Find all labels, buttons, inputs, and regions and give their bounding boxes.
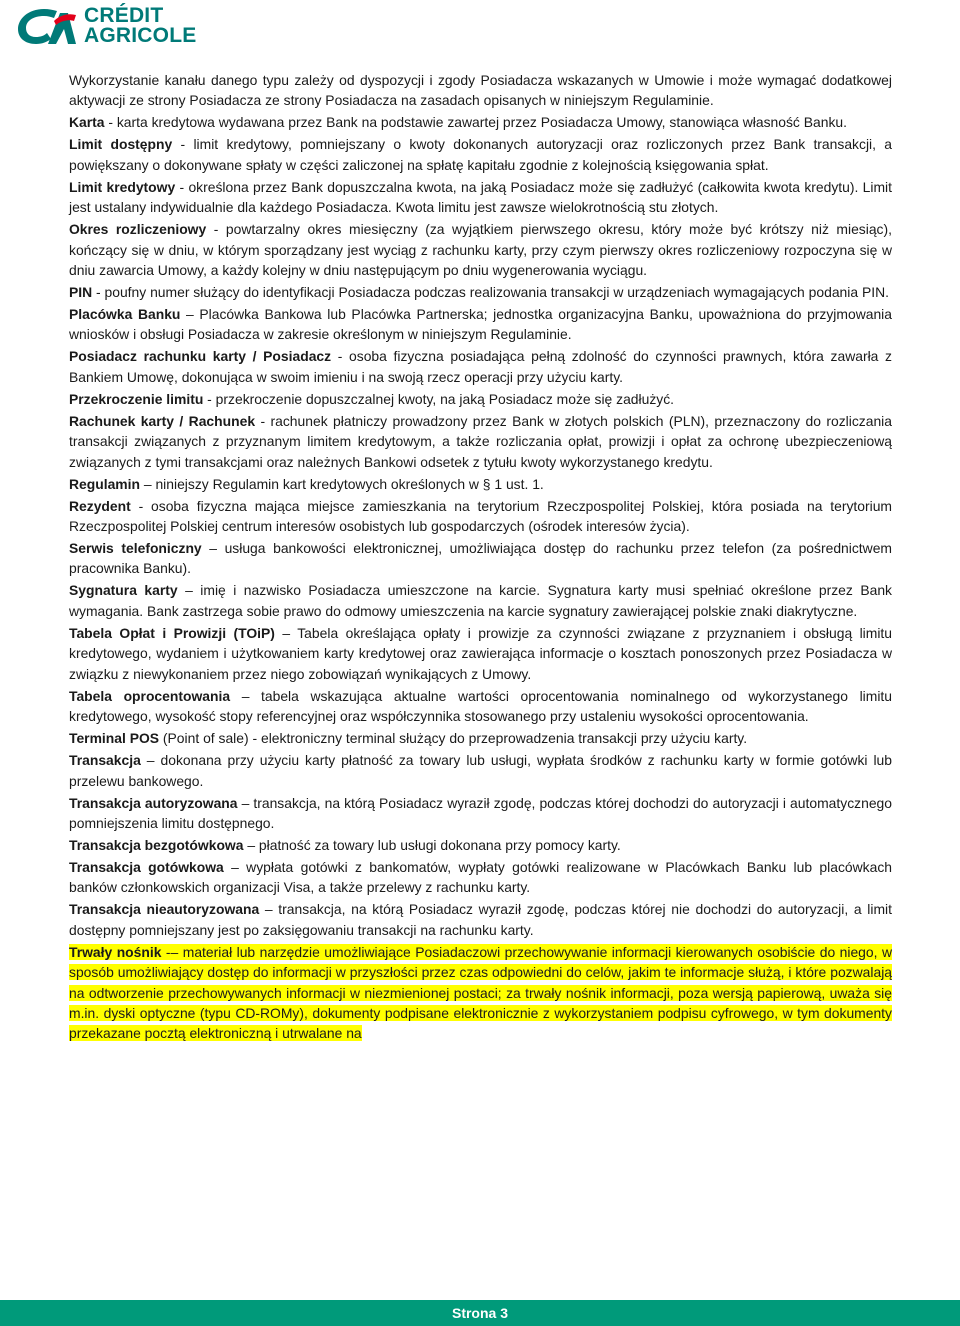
definition-rachunek-karty-rachunek (69, 411, 892, 472)
definition-text: – transakcja, na którą Posiadacz wyraził zgodę, podczas której nie dochodzi do autoryzacji, a limit dostępny pomniejszany jest po zaksięgowaniu transakcji na rachunku karty. (69, 901, 892, 938)
definition-text: - limit kredytowy, pomniejszany o kwoty dokonanych autoryzacji oraz rozliczonych przez Bank transakcji, a powiększany o dokonywane spłaty w części zaliczonej na spłatę kapitału zgodnie z kolejnością księgowania spłat. (69, 136, 893, 173)
definition-text: - osoba fizyczna posiadająca pełną zdolność do czynności prawnych, która zawarła z Bankiem Umowę, dokonująca w swoim imieniu i na swoją rzecz operacji przy użyciu karty. (69, 348, 892, 385)
definition-karta (69, 112, 892, 132)
definition-term: Regulamin (69, 475, 141, 492)
definition-term: Rachunek karty / Rachunek (69, 412, 256, 429)
definition-transakcja (69, 750, 892, 791)
definition-transakcja-bezgotowkowa (69, 835, 892, 855)
definition-transakcja-nieautoryzowana (69, 899, 892, 940)
definition-text: – Tabela określająca opłaty i prowizje za czynności związane z przyznaniem i obsługą limitu kredytowego, wydaniem i użytkowaniem karty kredytowej oraz zawierająca informacje o kosztach ponoszonych przez Posiadacza w związku z niewykonaniem przez niego zobowiązań wynikających z Umowy. (69, 624, 893, 682)
definition-text: – transakcja, na którą Posiadacz wyraził zgodę, podczas której dochodzi do autoryzacji i automatycznego pomniejszenia limitu dostępnego. (69, 794, 892, 831)
definition-text: - powtarzalny okres miesięczny (za wyjątkiem pierwszego okresu, który może być krótszy niż miesiąc), kończący się w dniu, w którym sporządzany jest wyciąg z rachunku karty, przy czym pierwszy okres rozliczeniowy rozpoczyna się w dniu zawarcia Umowy, a każdy kolejny w dniu następującym po dniu wygenerowania wyciągu. (69, 221, 892, 279)
definition-term: Trwały nośnik (69, 943, 162, 960)
document-body (69, 70, 892, 1045)
definition-tabela-oprocentowania (69, 686, 892, 727)
definition-transakcja-gotowkowa (69, 857, 892, 898)
credit-agricole-logo-icon (14, 5, 78, 47)
definition-text: - poufny numer służący do identyfikacji Posiadacza podczas realizowania transakcji w urządzeniach wymagających podania PIN. (92, 284, 889, 301)
definition-term: Sygnatura karty (69, 582, 178, 599)
definition-tabela-oplat-i-prowizji-toip (69, 623, 892, 684)
definition-trwaly-nosnik (69, 942, 892, 1044)
definition-term: Transakcja bezgotówkowa (69, 836, 244, 853)
definition-limit-dostepny (69, 134, 892, 175)
page-footer (0, 1300, 960, 1326)
intro-paragraph: Wykorzystanie kanału danego typu zależy od dyspozycji i zgody Posiadacza wskazanych w Umowie i może wymagać dodatkowej aktywacji ze strony Posiadacza ze strony Posiadacza na zasadach opisanych w niniejszym Regulaminie. (69, 72, 892, 109)
page-number: Strona 3 (451, 1305, 508, 1321)
definition-term: Rezydent (69, 497, 131, 514)
definition-text: – Placówka Bankowa lub Placówka Partnerska; jednostka organizacyjna Banku, upoważniona do przyjmowania wniosków i obsługi Posiadacza w zakresie określonym w niniejszym Regulaminie. (69, 306, 892, 343)
definition-term: Terminal POS (69, 730, 160, 747)
definition-term: Tabela oprocentowania (69, 687, 231, 704)
definition-przekroczenie-limitu (69, 389, 892, 409)
logo-wordmark (84, 6, 196, 46)
definition-text: - określona przez Bank dopuszczalna kwota, na jaką Posiadacz może się zadłużyć (całkowita kwota kredytu). Limit jest ustalany indywidualnie dla każdego Posiadacza. Kwota limitu jest zawsze wielokrotnością stu złotych. (69, 178, 892, 216)
definition-term: Transakcja (69, 752, 141, 769)
definition-term: PIN (69, 284, 93, 301)
definition-term: Placówka Banku (69, 306, 181, 323)
definition-text: – tabela wskazująca aktualne wartości oprocentowania nominalnego od wykorzystanego limitu kredytowego, wysokość stopy referencyjnej oraz współczynnika stosowanego przy ustaleniu wysokości oprocentowania. (69, 687, 892, 725)
definition-text: -– materiał lub narzędzie umożliwiające Posiadaczowi przechowywanie informacji kierowanych osobiście do niego, w sposób umożliwiający dostęp do informacji w przyszłości przez czas odpowiedni do celów, jakim te informacje służą, i które pozwalają na odtworzenie przechowywanych informacji w niezmienionej postaci; za trwały nośnik informacji, poza wersją papierową, uważa się m.in. dyski optyczne (typu CD-ROMy), dokumenty podpisane elektronicznie z wykorzystaniem podpisu cyfrowego, w tym dokumenty przekazane pocztą elektroniczną i utrwalane na (69, 943, 892, 1042)
definition-serwis-telefoniczny (69, 538, 892, 579)
definition-text: - karta kredytowa wydawana przez Bank na podstawie zawartej przez Posiadacza Umowy, stanowiąca własność Banku. (104, 114, 847, 131)
definition-text: – niniejszy Regulamin kart kredytowych określonych w § 1 ust. 1. (140, 475, 544, 492)
definition-placowka-banku (69, 304, 892, 345)
definition-terminal-pos (69, 728, 892, 748)
definition-term: Transakcja gotówkowa (69, 858, 224, 875)
definition-term: Przekroczenie limitu (69, 390, 204, 407)
bank-logo (14, 4, 196, 48)
definition-text: - osoba fizyczna mająca miejsce zamieszkania na terytorium Rzeczpospolitej Polskiej, która posiada na terytorium Rzeczpospolitej Polskiej centrum interesów osobistych lub gospodarczych (ośrodek interesów życia). (69, 497, 892, 535)
definition-limit-kredytowy (69, 177, 892, 218)
definition-text: - przekroczenie dopuszczalnej kwoty, na jaką Posiadacz może się zadłużyć. (203, 390, 675, 407)
definition-transakcja-autoryzowana (69, 793, 892, 834)
definition-term: Karta (69, 114, 105, 131)
definition-term: Transakcja nieautoryzowana (69, 901, 260, 918)
definition-text: - rachunek płatniczy prowadzony przez Bank w złotych polskich (PLN), przeznaczony do rozliczania transakcji związanych z przyznanym limitem kredytowym, a także rozliczania opłat, prowizji i opłat za ochronę ubezpieczeniową związanych z tymi transakcjami oraz należnych Bankowi odsetek z tytułu kwoty wykorzystanego kredytu. (69, 412, 892, 470)
definition-text: – płatność za towary lub usługi dokonana przy pomocy karty. (243, 836, 621, 853)
highlighted-definition (69, 944, 892, 1042)
definition-term: Limit dostępny (69, 136, 173, 153)
definition-sygnatura-karty (69, 580, 892, 621)
definition-term: Transakcja autoryzowana (69, 794, 238, 811)
definition-term: Serwis telefoniczny (69, 540, 202, 557)
definition-pin (69, 282, 892, 302)
definition-term: Okres rozliczeniowy (69, 221, 207, 238)
definition-text: (Point of sale) - elektroniczny terminal służący do przeprowadzenia transakcji przy użyciu karty. (159, 730, 748, 747)
definition-rezydent (69, 496, 892, 537)
definition-posiadacz-rachunku-karty-posiadacz (69, 346, 892, 387)
definition-term: Tabela Opłat i Prowizji (TOiP) (69, 624, 275, 641)
definition-text: – wypłata gotówki z bankomatów, wypłaty gotówki realizowane w Placówkach Banku lub placówkach banków członkowskich organizacji Visa, a także przelewy z rachunku karty. (69, 858, 892, 896)
definition-text: – usługa bankowości elektronicznej, umożliwiająca dostęp do rachunku przez telefon (za pośrednictwem pracownika Banku). (69, 540, 892, 577)
definition-regulamin (69, 474, 892, 494)
definition-okres-rozliczeniowy (69, 219, 892, 280)
definition-text: – dokonana przy użyciu karty płatność za towary lub usługi, wypłata środków z rachunku karty w formie gotówki lub przelewu bankowego. (69, 752, 892, 789)
definition-term: Limit kredytowy (69, 178, 176, 195)
logo-line1: CRÉDIT (84, 4, 164, 27)
definition-term: Posiadacz rachunku karty / Posiadacz (69, 348, 332, 365)
logo-line2: AGRICOLE (84, 24, 197, 47)
definition-text: – imię i nazwisko Posiadacza umieszczone na karcie. Sygnatura karty musi spełniać określone przez Bank wymagania. Bank zastrzega sobie prawo do odmowy umieszczenia na karcie sygnatury zawierającej polskie znaki diakrytyczne. (69, 582, 892, 619)
